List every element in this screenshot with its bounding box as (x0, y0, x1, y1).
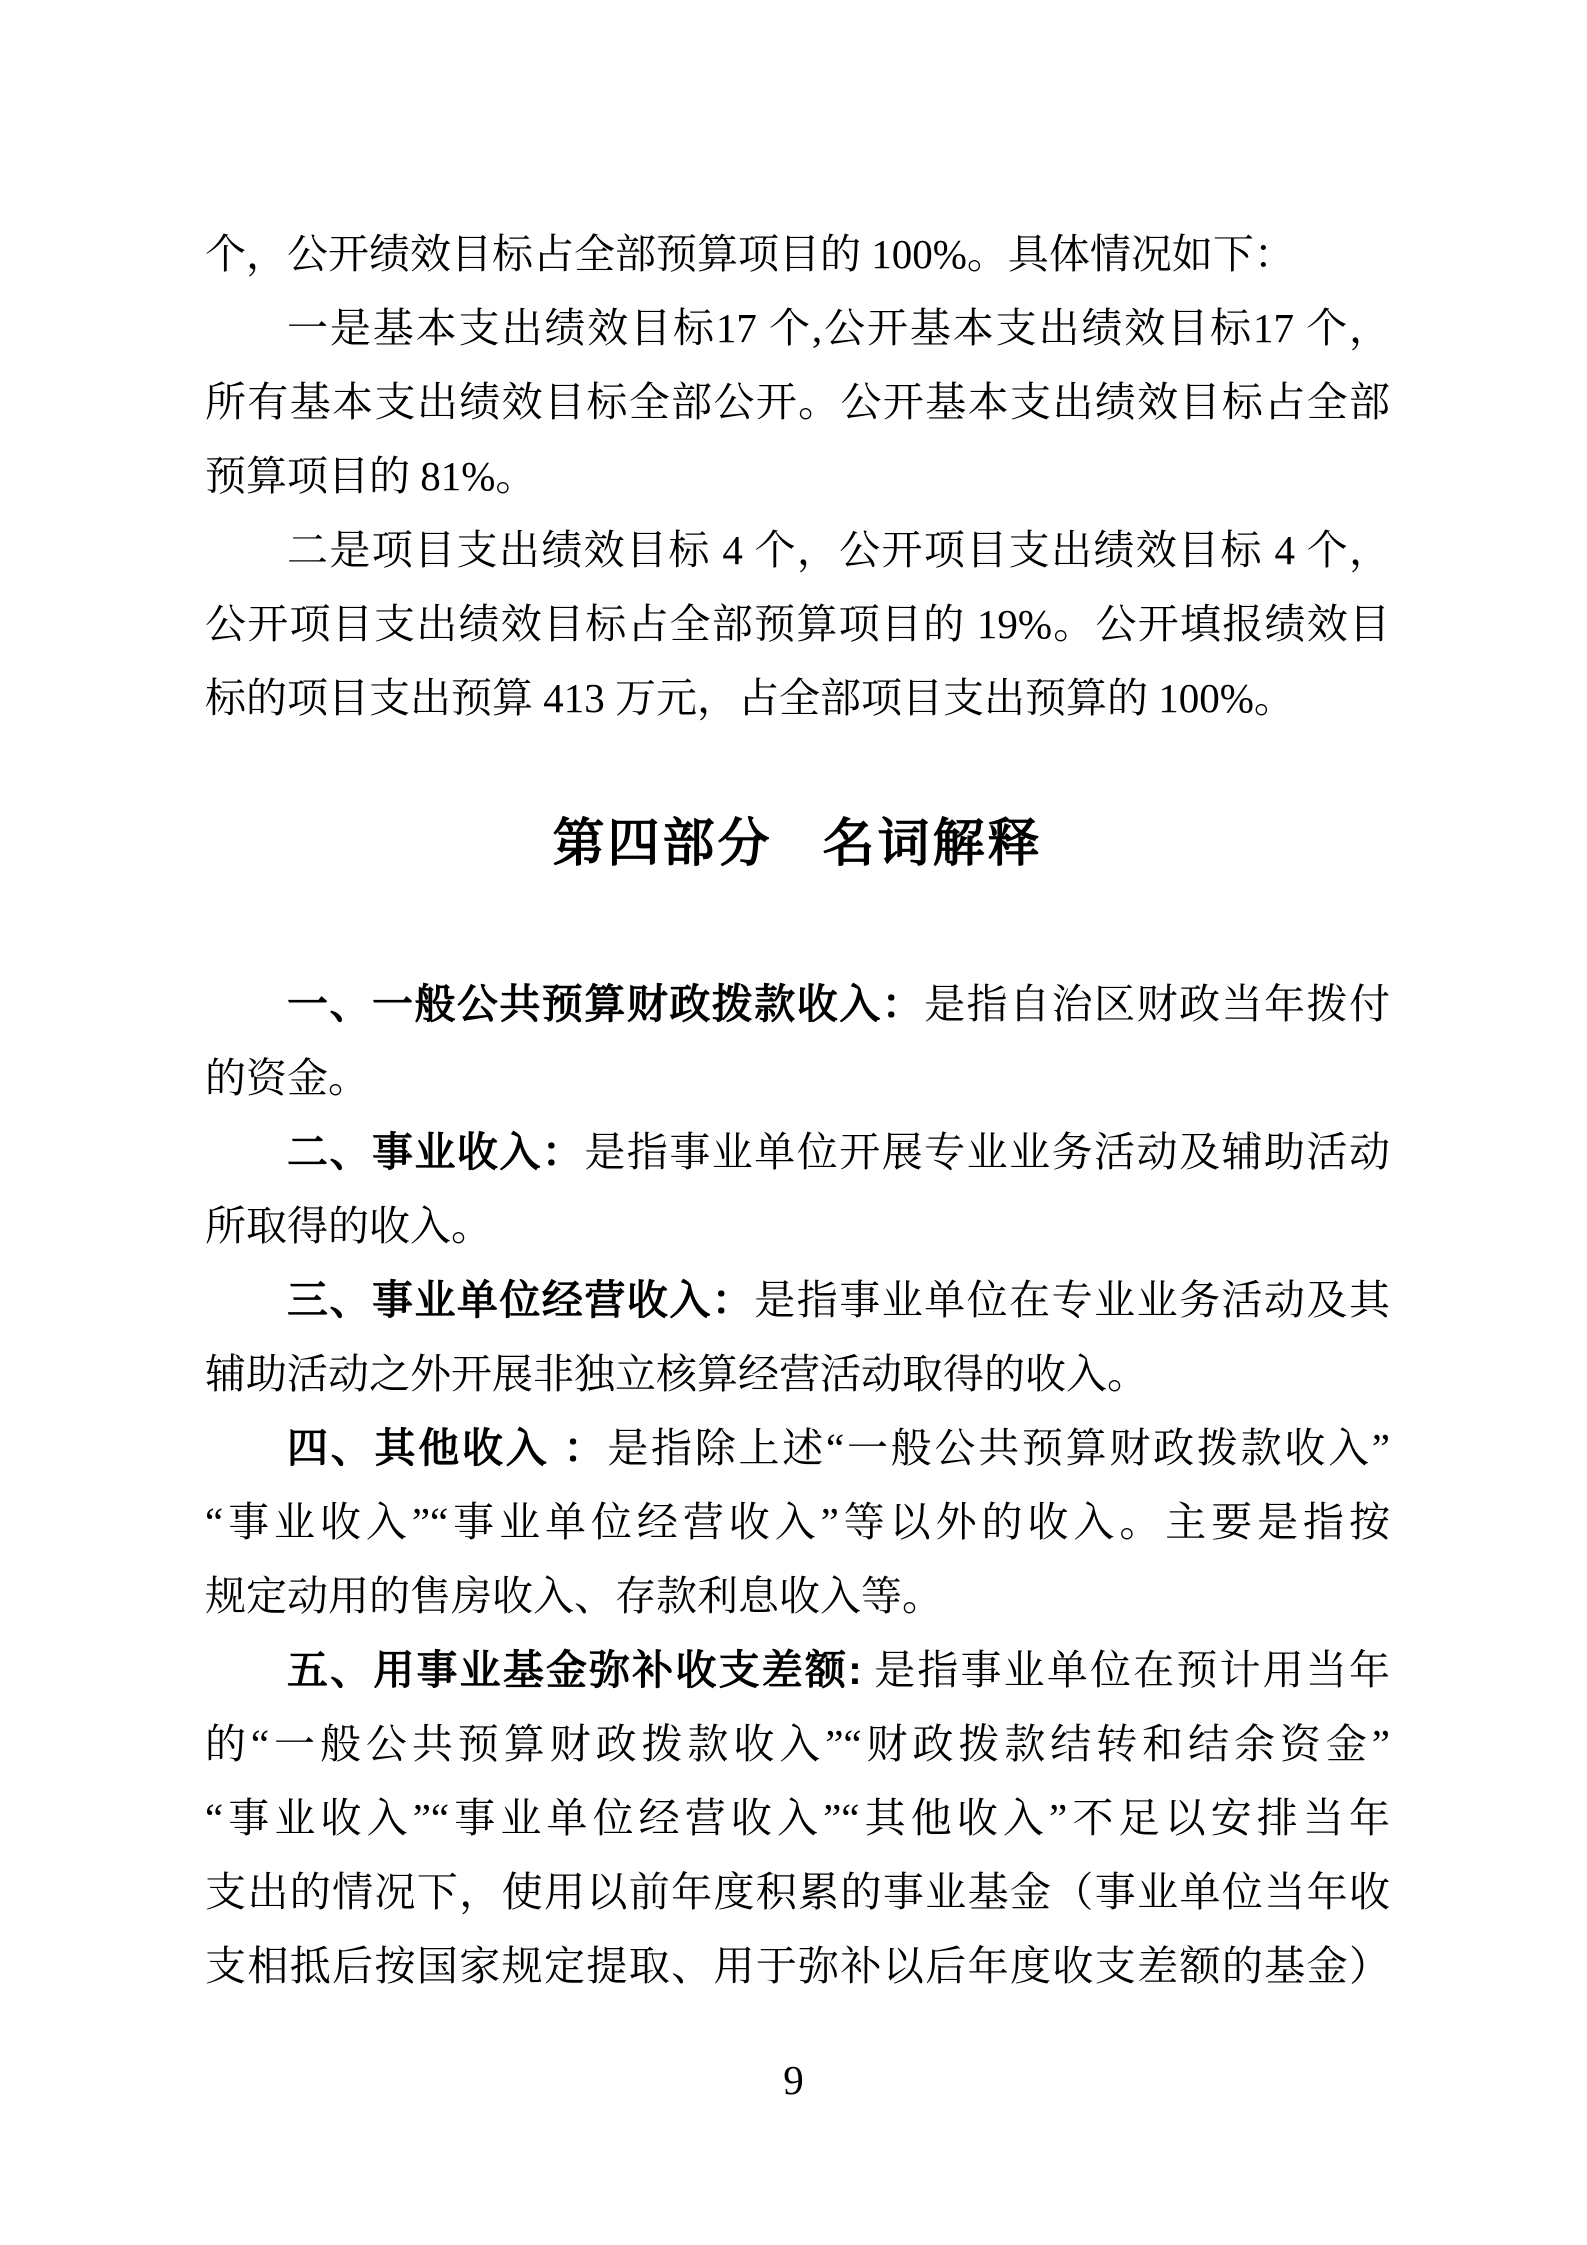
line-text: “事业收入”“事业单位经营收入”等以外的收入。主要是指按 (205, 1499, 1390, 1545)
text-line (205, 1929, 1390, 2003)
line-text: “事业收入”“事业单位经营收入”“其他收入”不足以安排当年 (205, 1795, 1390, 1841)
text-line (205, 1263, 1390, 1337)
text-line (205, 1115, 1390, 1189)
text-line (205, 1707, 1390, 1781)
line-text: 一是基本支出绩效目标17 个,公开基本支出绩效目标17 个， (287, 305, 1390, 351)
text-line (205, 513, 1390, 587)
text-line (205, 1485, 1390, 1559)
text-line (205, 217, 1390, 291)
term-label: 二、事业收入： (287, 1129, 585, 1175)
text-line (205, 1189, 1390, 1263)
line-text: 是指事业单位开展专业业务活动及辅助活动 (584, 1129, 1390, 1175)
line-text: 支出的情况下，使用以前年度积累的事业基金（事业单位当年收 (205, 1869, 1390, 1915)
line-text: 个，公开绩效目标占全部预算项目的 100%。具体情况如下： (205, 231, 1295, 277)
section-heading (205, 803, 1390, 887)
line-text: 公开项目支出绩效目标占全部预算项目的 19%。公开填报绩效目 (205, 601, 1390, 647)
text-line (205, 1855, 1390, 1929)
text-line (205, 1781, 1390, 1855)
text-line (205, 291, 1390, 365)
section-part-label: 第四部分 (552, 816, 773, 873)
term-label: 四、其他收入 ： (287, 1425, 608, 1471)
text-line (205, 1411, 1390, 1485)
term-label: 五、用事业基金弥补收支差额: (287, 1647, 862, 1693)
line-text: 的资金。 (205, 1055, 369, 1101)
line-text: 是指除上述“一般公共预算财政拨款收入” (607, 1425, 1391, 1471)
text-line (205, 1633, 1390, 1707)
line-text: 二是项目支出绩效目标 4 个，公开项目支出绩效目标 4 个， (287, 527, 1390, 573)
line-text: 预算项目的 81%。 (205, 453, 537, 499)
line-text: 所有基本支出绩效目标全部公开。公开基本支出绩效目标占全部 (205, 379, 1390, 425)
line-text: 是指自治区财政当年拨付 (924, 981, 1391, 1027)
text-line (205, 587, 1390, 661)
text-line (205, 1337, 1390, 1411)
section-title: 名词解释 (822, 816, 1043, 873)
line-text: 支相抵后按国家规定提取、用于弥补以后年度收支差额的基金） (205, 1943, 1390, 1989)
line-text: 是指事业单位在专业业务活动及其 (754, 1277, 1390, 1323)
text-line (205, 1559, 1390, 1633)
text-line (205, 365, 1390, 439)
text-line (205, 1041, 1390, 1115)
page-footer (0, 2052, 1587, 2108)
page-body (205, 217, 1390, 2003)
line-text: 辅助活动之外开展非独立核算经营活动取得的收入。 (205, 1351, 1148, 1397)
page-number: 9 (783, 2057, 804, 2103)
text-line (205, 661, 1390, 735)
term-label: 三、事业单位经营收入： (287, 1277, 755, 1323)
text-line (205, 967, 1390, 1041)
text-line (205, 439, 1390, 513)
line-text: 规定动用的售房收入、存款利息收入等。 (205, 1573, 943, 1619)
line-text: 的“一般公共预算财政拨款收入”“财政拨款结转和结余资金” (205, 1721, 1390, 1767)
term-label: 一、一般公共预算财政拨款收入： (287, 981, 925, 1027)
line-text: 是指事业单位在预计用当年 (861, 1647, 1390, 1693)
line-text: 标的项目支出预算 413 万元，占全部项目支出预算的 100%。 (205, 675, 1295, 721)
line-text: 所取得的收入。 (205, 1203, 492, 1249)
